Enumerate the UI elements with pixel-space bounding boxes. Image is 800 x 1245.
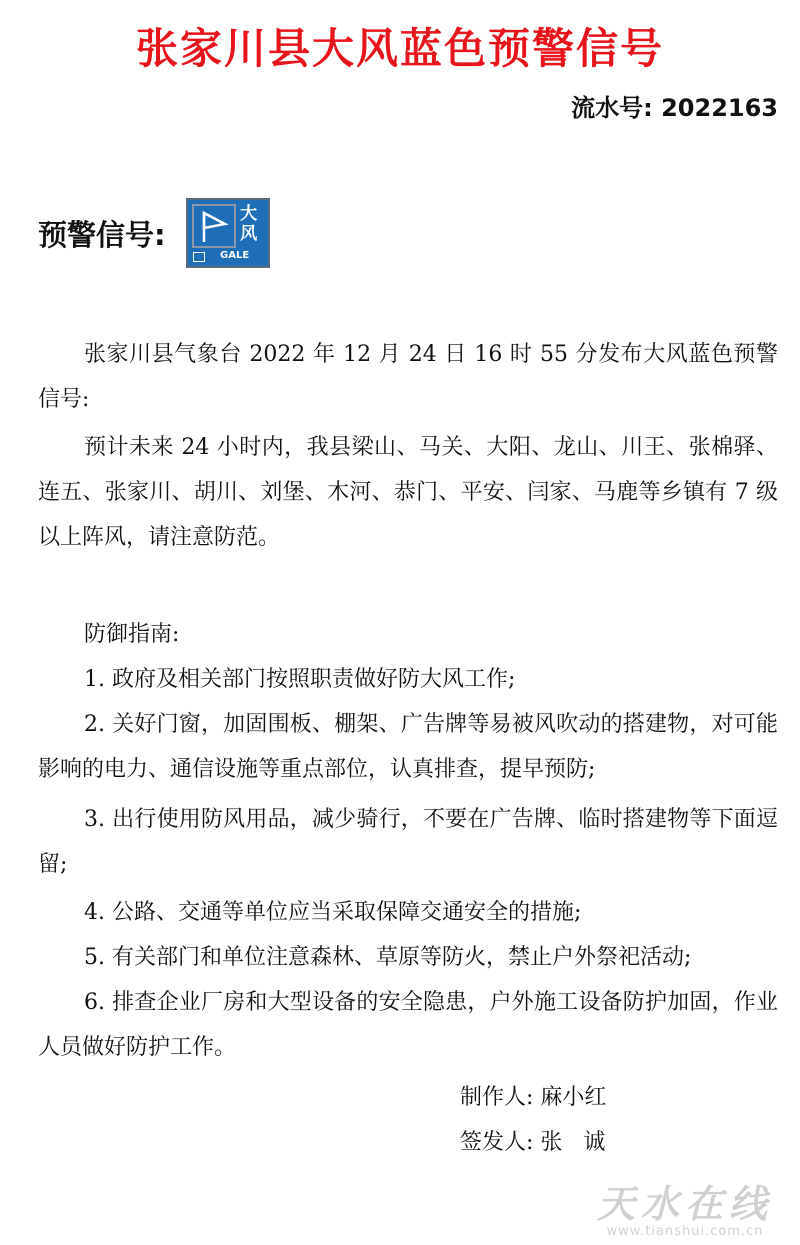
site-watermark — [590, 1173, 780, 1239]
watermark-text: 天水在线 — [596, 1182, 773, 1226]
guide-item-3: 3. 出行使用防风用品，减少骑行，不要在广告牌、临时搭建物等下面逗留; — [38, 807, 778, 877]
guide-item-1: 1. 政府及相关部门按照职责做好防大风工作; — [84, 667, 516, 692]
warning-signal-row — [38, 198, 270, 268]
forecast-paragraph: 预计未来 24 小时内，我县梁山、马关、大阳、龙山、川王、张棉驿、连五、张家川、胡川、刘堡、木河、恭门、平安、闫家、马鹿等乡镇有 7 级以上阵风，请注意防范。 — [38, 435, 778, 550]
document-title: 张家川县大风蓝色预警信号 — [135, 24, 664, 73]
serial-number: 流水号: 2022163 — [571, 94, 778, 122]
badge-chars: 大风 — [240, 204, 258, 244]
guide-item-6: 6. 排查企业厂房和大型设备的安全隐患，户外施工设备防护加固，作业人员做好防护工作。 — [38, 990, 778, 1060]
gale-flag-icon — [192, 204, 236, 248]
watermark-url: www.tianshui.com.cn — [606, 1224, 764, 1239]
guide-item-2: 2. 关好门窗，加固围板、棚架、广告牌等易被风吹动的搭建物，对可能影响的电力、通信设施等重点部位，认真排查，提早预防; — [38, 712, 778, 782]
gale-blue-warning-badge — [186, 198, 270, 268]
issuer-line: 签发人: 张 诚 — [460, 1130, 606, 1155]
guide-item-5: 5. 有关部门和单位注意森林、草原等防火，禁止户外祭祀活动; — [84, 945, 692, 970]
guide-item-4: 4. 公路、交通等单位应当采取保障交通安全的措施; — [84, 900, 582, 925]
intro-paragraph: 张家川县气象台 2022 年 12 月 24 日 16 时 55 分发布大风蓝色预警信号: — [38, 342, 778, 412]
guide-heading: 防御指南: — [84, 622, 180, 647]
producer-line: 制作人: 麻小红 — [460, 1085, 607, 1110]
warning-signal-label: 预警信号: — [38, 217, 166, 252]
badge-gale-text: GALE — [220, 250, 250, 261]
